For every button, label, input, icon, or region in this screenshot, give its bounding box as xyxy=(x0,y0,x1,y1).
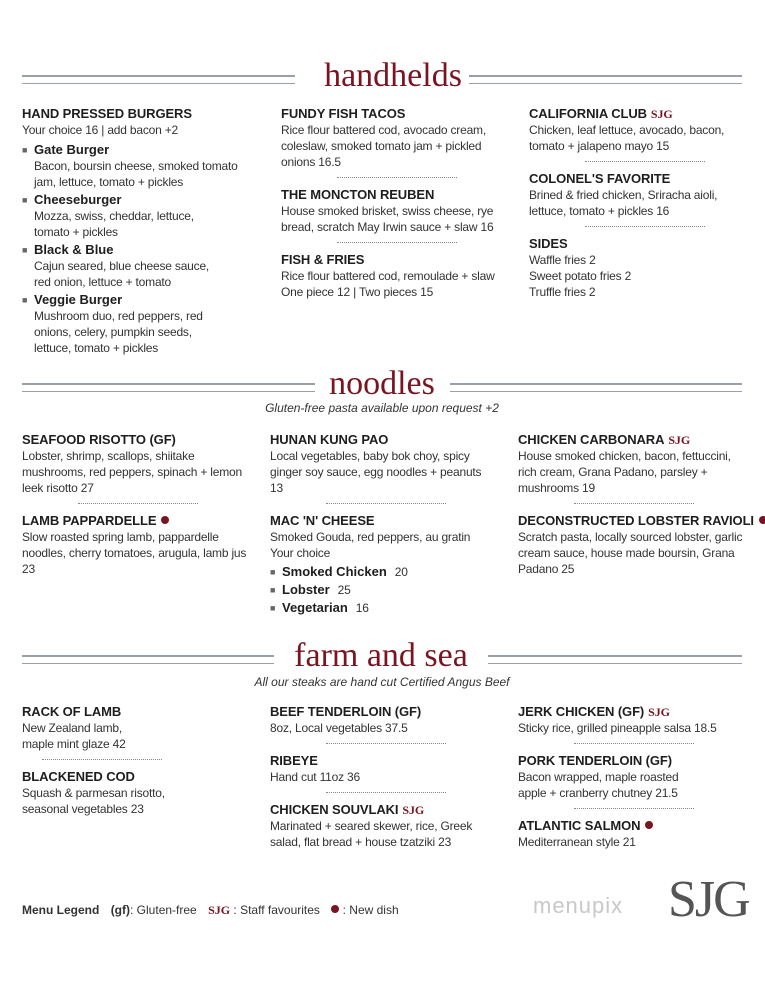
section-header-handhelds xyxy=(22,57,742,94)
list-item xyxy=(22,292,262,356)
staff-favourite-icon: SJG xyxy=(650,107,673,121)
item-name: RIBEYE xyxy=(270,753,318,768)
item-desc: Your choice 16 | add bacon +2 xyxy=(22,123,179,137)
dotted-divider xyxy=(585,226,705,227)
noodles-col-3 xyxy=(518,432,754,577)
item-desc: Rice flour battered cod, avocado cream, coleslaw, smoked tomato jam + pickled onions 16.5 xyxy=(281,123,486,169)
item-name: FISH & FRIES xyxy=(281,252,365,267)
list-item xyxy=(270,564,495,580)
logo: SJG xyxy=(668,871,749,928)
list-item: Truffle fries 2 xyxy=(529,285,596,299)
item-name: HAND PRESSED BURGERS xyxy=(22,106,192,121)
item-name: SEAFOOD RISOTTO (GF) xyxy=(22,432,176,447)
section-title: farm and sea xyxy=(294,637,468,674)
sides xyxy=(529,236,749,300)
item-name: Gate Burger xyxy=(34,142,110,157)
gluten-free-mark: (gf) xyxy=(110,903,131,917)
handhelds-col-1 xyxy=(22,106,262,356)
dotted-divider xyxy=(574,743,694,744)
item-desc: Local vegetables, baby bok choy, spicy ginger soy sauce, egg noodles + peanuts 13 xyxy=(270,449,482,495)
item-name: FUNDY FISH TACOS xyxy=(281,106,406,121)
item-desc: Slow roasted spring lamb, pappardelle noodles, cherry tomatoes, arugula, lamb jus 23 xyxy=(22,530,247,576)
item-desc: Rice flour battered cod, remoulade + slaw One piece 12 | Two pieces 15 xyxy=(281,269,495,299)
item-name: BEEF TENDERLOIN (GF) xyxy=(270,704,422,719)
divider xyxy=(22,75,295,84)
handhelds-col-3 xyxy=(529,106,749,300)
item-desc: House smoked brisket, swiss cheese, rye bread, scratch May Irwin sauce + slaw 16 xyxy=(281,204,494,234)
item-desc: Scratch pasta, locally sourced lobster, garlic cream sauce, house made boursin, Grana Padano 25 xyxy=(518,530,743,576)
item-price: 25 xyxy=(337,583,351,597)
menu-item xyxy=(518,513,754,577)
list-item xyxy=(22,192,262,240)
dotted-divider xyxy=(78,503,198,504)
item-name: Vegetarian xyxy=(282,600,348,615)
staff-favourite-icon: SJG xyxy=(648,705,670,719)
list-item: Sweet potato fries 2 xyxy=(529,269,632,283)
menu-item xyxy=(22,432,247,496)
menu-item xyxy=(22,513,247,577)
menu-item xyxy=(518,753,743,801)
divider xyxy=(450,383,742,392)
item-desc: Marinated + seared skewer, rice, Greek salad, flat bread + house tzatziki 23 xyxy=(270,819,473,849)
farm-col-1 xyxy=(22,704,172,817)
item-desc: House smoked chicken, bacon, fettuccini, rich cream, Grana Padano, parsley + mushrooms 19 xyxy=(518,449,731,495)
section-header-noodles xyxy=(22,365,742,402)
menu-item xyxy=(22,769,172,817)
dotted-divider xyxy=(337,242,457,243)
list-item xyxy=(22,242,262,290)
item-name: Veggie Burger xyxy=(34,292,123,307)
item-desc: Mozza, swiss, cheddar, lettuce, tomato + pickles xyxy=(34,209,194,239)
bullet-icon: ■ xyxy=(270,585,276,595)
dotted-divider xyxy=(326,503,446,504)
item-desc: Bacon wrapped, maple roasted apple + cranberry chutney 21.5 xyxy=(518,770,679,800)
item-desc: Squash & parmesan risotto, seasonal vegetables 23 xyxy=(22,786,165,816)
handhelds-col-2 xyxy=(281,106,506,300)
section-title: noodles xyxy=(329,365,435,402)
item-name: SIDES xyxy=(529,236,568,251)
item-name: PORK TENDERLOIN (GF) xyxy=(518,753,672,768)
item-name: ATLANTIC SALMON xyxy=(518,818,743,834)
legend-text: : Staff favourites xyxy=(233,903,320,917)
new-dish-icon xyxy=(645,821,653,829)
list-item xyxy=(270,600,495,616)
item-name: CHICKEN CARBONARA SJG xyxy=(518,432,691,447)
item-name: COLONEL'S FAVORITE xyxy=(529,171,671,186)
item-name: THE MONCTON REUBEN xyxy=(281,187,435,202)
noodles-col-2 xyxy=(270,432,495,616)
staff-favourite-icon: SJG xyxy=(208,903,231,917)
item-desc: Brined & fried chicken, Sriracha aioli, lettuce, tomato + pickles 16 xyxy=(529,188,718,218)
dotted-divider xyxy=(326,743,446,744)
legend-label: Menu Legend xyxy=(22,903,100,917)
menu-item xyxy=(270,704,500,736)
section-header-farm-and-sea xyxy=(22,637,742,674)
staff-favourite-icon: SJG xyxy=(402,803,425,817)
menu-item xyxy=(518,432,748,496)
item-name: JERK CHICKEN (GF) SJG xyxy=(518,704,670,719)
item-desc: Lobster, shrimp, scallops, shiitake mushrooms, red peppers, spinach + lemon leek risotto 27 xyxy=(22,449,242,495)
menu-item xyxy=(281,187,506,235)
item-desc: Chicken, leaf lettuce, avocado, bacon, tomato + jalapeno mayo 15 xyxy=(529,123,725,153)
divider xyxy=(469,75,742,84)
item-price: 20 xyxy=(394,565,408,579)
bullet-icon: ■ xyxy=(22,245,28,255)
menu-item xyxy=(270,802,500,850)
item-name: RACK OF LAMB xyxy=(22,704,122,719)
item-name: Lobster xyxy=(282,582,330,597)
item-name: LAMB PAPPARDELLE xyxy=(22,513,247,529)
item-name: CALIFORNIA CLUB SJG xyxy=(529,106,673,121)
new-dish-icon xyxy=(759,516,765,524)
menu-item xyxy=(529,171,749,219)
divider xyxy=(488,655,742,664)
new-dish-icon xyxy=(331,905,339,913)
item-desc: Cajun seared, blue cheese sauce, red onion, lettuce + tomato xyxy=(34,259,210,289)
dotted-divider xyxy=(574,808,694,809)
noodles-col-1 xyxy=(22,432,247,577)
item-name: HUNAN KUNG PAO xyxy=(270,432,389,447)
menu-item xyxy=(518,818,743,850)
item-desc: New Zealand lamb, maple mint glaze 42 xyxy=(22,721,126,751)
menu-item xyxy=(281,252,506,300)
section-note: Gluten-free pasta available upon request +2 xyxy=(265,401,499,415)
item-name: BLACKENED COD xyxy=(22,769,135,784)
list-item xyxy=(22,142,262,190)
list-item: Waffle fries 2 xyxy=(529,253,596,267)
menu-item xyxy=(281,106,506,170)
dotted-divider xyxy=(42,759,162,760)
menu-legend xyxy=(22,903,399,918)
item-name: DECONSTRUCTED LOBSTER RAVIOLI xyxy=(518,513,748,529)
item-name: Cheeseburger xyxy=(34,192,122,207)
section-note: All our steaks are hand cut Certified Angus Beef xyxy=(254,675,510,689)
legend-text: : Gluten-free xyxy=(130,903,197,917)
item-price: 16 xyxy=(355,601,369,615)
item-name: MAC 'N' CHEESE xyxy=(270,513,375,528)
item-desc: Mushroom duo, red peppers, red onions, celery, pumpkin seeds, lettuce, tomato + pickles xyxy=(34,309,203,355)
item-desc: Sticky rice, grilled pineapple salsa 18.5 xyxy=(518,721,717,735)
menu-item xyxy=(270,513,495,616)
staff-favourite-icon: SJG xyxy=(668,433,691,447)
item-desc: Smoked Gouda, red peppers, au gratin xyxy=(270,530,471,544)
menu-item xyxy=(270,753,500,785)
list-item xyxy=(270,582,495,598)
dotted-divider xyxy=(585,161,705,162)
bullet-icon: ■ xyxy=(22,145,28,155)
menu-item xyxy=(518,704,743,736)
item-name: CHICKEN SOUVLAKI SJG xyxy=(270,802,425,817)
farm-col-3 xyxy=(518,704,743,850)
new-dish-icon xyxy=(161,516,169,524)
legend-text: : New dish xyxy=(342,903,399,917)
bullet-icon: ■ xyxy=(22,295,28,305)
dotted-divider xyxy=(326,792,446,793)
section-title: handhelds xyxy=(324,57,462,94)
farm-col-2 xyxy=(270,704,500,850)
divider xyxy=(22,383,315,392)
dotted-divider xyxy=(337,177,457,178)
menu-item xyxy=(270,432,495,496)
bullet-icon: ■ xyxy=(270,567,276,577)
bullet-icon: ■ xyxy=(270,603,276,613)
item-desc: Bacon, boursin cheese, smoked tomato jam, lettuce, tomato + pickles xyxy=(34,159,238,189)
item-desc: Your choice xyxy=(270,546,331,560)
item-name: Black & Blue xyxy=(34,242,114,257)
watermark: menupix xyxy=(533,893,624,918)
bullet-icon: ■ xyxy=(22,195,28,205)
item-name: Smoked Chicken xyxy=(282,564,387,579)
dotted-divider xyxy=(574,503,694,504)
menu-item xyxy=(22,704,172,752)
divider xyxy=(22,655,274,664)
menu-item xyxy=(529,106,749,154)
item-desc: Mediterranean style 21 xyxy=(518,835,636,849)
item-desc: Hand cut 11oz 36 xyxy=(270,770,360,784)
item-desc: 8oz, Local vegetables 37.5 xyxy=(270,721,408,735)
